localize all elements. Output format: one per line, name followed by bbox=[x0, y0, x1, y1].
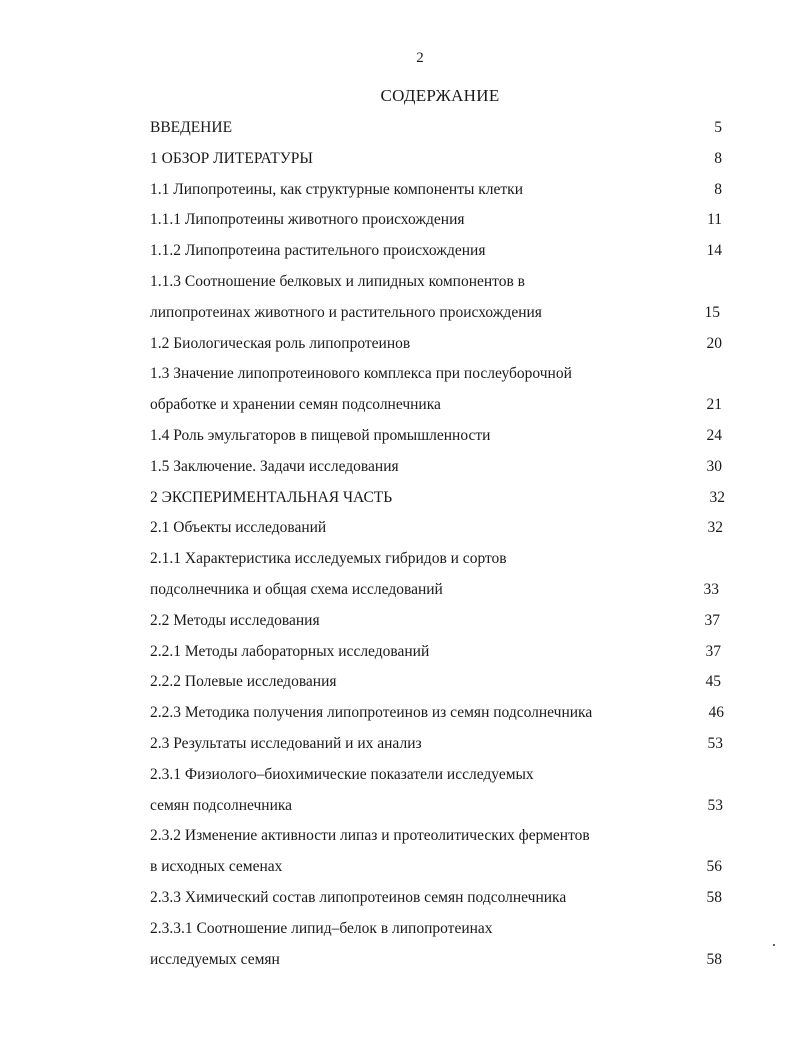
toc-entry-text: 1.1 Липопротеины, как структурные компоненты клетки bbox=[150, 180, 524, 198]
toc-entry-page: 15 bbox=[704, 303, 720, 321]
toc-entry bbox=[150, 698, 740, 729]
toc-entry-text: семян подсолнечника bbox=[150, 796, 293, 814]
toc-entry bbox=[150, 791, 740, 822]
toc-title: СОДЕРЖАНИЕ bbox=[380, 86, 500, 105]
toc-entry bbox=[150, 821, 740, 852]
toc-entry bbox=[150, 667, 740, 698]
toc-entry-page: 11 bbox=[707, 211, 722, 229]
toc-entry-text: 2.2.3 Методика получения липопротеинов из семян подсолнечника bbox=[150, 704, 593, 722]
toc-entry-text: липопротеинах животного и растительного происхождения bbox=[150, 303, 542, 321]
toc-entry-text: 2.1.1 Характеристика исследуемых гибридов и сортов bbox=[150, 550, 507, 568]
toc-entry bbox=[150, 390, 740, 421]
toc-entry-page: 8 bbox=[714, 180, 722, 198]
toc-entry-page: 24 bbox=[706, 426, 722, 444]
toc-entry-page: 32 bbox=[709, 488, 725, 506]
toc-entry bbox=[150, 544, 740, 575]
toc-entry-text: 2.3.3.1 Соотношение липид–белок в липопротеинах bbox=[150, 919, 493, 937]
toc-entry-page: 33 bbox=[703, 580, 719, 598]
toc-entry-text: 1.5 Заключение. Задачи исследования bbox=[150, 457, 399, 475]
toc-entry bbox=[150, 452, 740, 483]
toc-entry-page: 20 bbox=[706, 334, 722, 352]
toc-entry-page: 37 bbox=[704, 611, 720, 629]
toc-entry bbox=[150, 606, 740, 637]
toc-entry bbox=[150, 267, 740, 298]
toc-entry-text: 1.2 Биологическая роль липопротеинов bbox=[150, 334, 411, 352]
toc-entry-text: 2.2.1 Методы лабораторных исследований bbox=[150, 642, 430, 660]
toc-entry-page: 56 bbox=[706, 858, 722, 876]
toc-entry-page: 45 bbox=[705, 673, 721, 691]
toc-entry-page: 53 bbox=[707, 734, 723, 752]
toc-entry-text: 2.2 Методы исследования bbox=[150, 611, 320, 629]
toc-entry-text: 1.1.3 Соотношение белковых и липидных компонентов в bbox=[150, 272, 525, 290]
toc-entry bbox=[150, 329, 740, 360]
scan-speck bbox=[773, 944, 775, 946]
toc-entry-text: 1.1.2 Липопротеина растительного происхождения bbox=[150, 242, 486, 260]
toc-entry-text: 1 ОБЗОР ЛИТЕРАТУРЫ bbox=[150, 149, 313, 167]
page-number: 2 bbox=[416, 50, 424, 66]
table-of-contents bbox=[150, 113, 740, 975]
toc-entry bbox=[150, 914, 740, 945]
toc-entry bbox=[150, 113, 740, 144]
toc-entry bbox=[150, 236, 740, 267]
toc-entry-page: 46 bbox=[708, 704, 724, 722]
toc-entry bbox=[150, 575, 740, 606]
toc-entry-page: 8 bbox=[714, 149, 722, 167]
toc-entry-page: 5 bbox=[714, 119, 722, 136]
toc-entry-page: 14 bbox=[706, 242, 722, 260]
toc-entry bbox=[150, 175, 740, 206]
toc-entry-text: 2.1 Объекты исследований bbox=[150, 519, 327, 537]
toc-entry-page: 58 bbox=[706, 950, 722, 968]
toc-entry bbox=[150, 513, 740, 544]
toc-entry bbox=[150, 729, 740, 760]
toc-entry bbox=[150, 637, 740, 668]
toc-entry-page: 53 bbox=[707, 796, 723, 814]
toc-entry-page: 21 bbox=[706, 396, 722, 414]
toc-entry-page: 32 bbox=[707, 519, 723, 537]
toc-entry bbox=[150, 483, 740, 514]
toc-entry-text: 2.3.3 Химический состав липопротеинов семян подсолнечника bbox=[150, 888, 567, 906]
toc-entry bbox=[150, 883, 740, 914]
toc-entry-text: 1.3 Значение липопротеинового комплекса при послеуборочной bbox=[150, 365, 572, 383]
toc-entry-text: 1.1.1 Липопротеины животного происхождения bbox=[150, 211, 465, 229]
toc-entry-text: 1.4 Роль эмульгаторов в пищевой промышленности bbox=[150, 426, 491, 444]
toc-entry-text: 2.3 Результаты исследований и их анализ bbox=[150, 734, 422, 752]
toc-entry bbox=[150, 144, 740, 175]
toc-entry-text: 2.3.2 Изменение активности липаз и протеолитических ферментов bbox=[150, 827, 590, 845]
toc-entry-text: исследуемых семян bbox=[150, 950, 280, 968]
toc-entry bbox=[150, 359, 740, 390]
toc-entry-text: 2 ЭКСПЕРИМЕНТАЛЬНАЯ ЧАСТЬ bbox=[150, 488, 393, 506]
toc-entry-page: 37 bbox=[705, 642, 721, 660]
toc-entry bbox=[150, 298, 740, 329]
toc-entry-text: в исходных семенах bbox=[150, 858, 283, 876]
toc-entry-text: подсолнечника и общая схема исследований bbox=[150, 580, 443, 598]
toc-entry bbox=[150, 852, 740, 883]
toc-entry bbox=[150, 205, 740, 236]
toc-entry bbox=[150, 945, 740, 976]
toc-entry-page: 30 bbox=[706, 457, 722, 475]
toc-entry bbox=[150, 421, 740, 452]
toc-entry-text: 2.3.1 Физиолого–биохимические показатели исследуемых bbox=[150, 765, 534, 783]
toc-entry-text: 2.2.2 Полевые исследования bbox=[150, 673, 337, 691]
toc-entry bbox=[150, 760, 740, 791]
toc-entry-page: 58 bbox=[706, 888, 722, 906]
toc-entry-text: ВВЕДЕНИЕ bbox=[150, 119, 233, 136]
toc-entry-text: обработке и хранении семян подсолнечника bbox=[150, 396, 441, 414]
